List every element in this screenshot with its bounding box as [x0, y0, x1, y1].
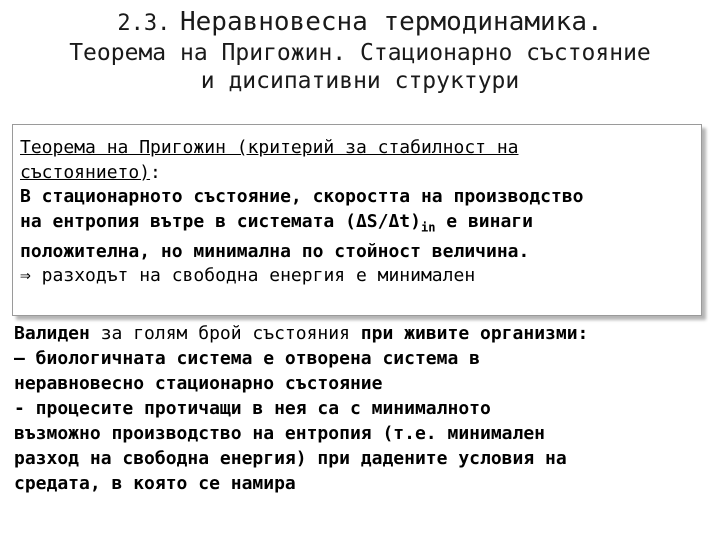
validity-text	[14, 321, 718, 496]
theorem-text	[20, 136, 710, 289]
theorem-line-4: ⇒ разходът на свободна енергия е минимален	[20, 265, 476, 287]
validity-line-7: средата, в която се намира	[14, 473, 296, 494]
theorem-heading-line-2: състоянието):	[20, 161, 161, 183]
title-line-2: Теорема на Пригожин. Стационарно състояние	[69, 39, 651, 66]
formula-subscript: in	[420, 220, 436, 235]
validity-line-6: разход на свободна енергия) при дадените условия на	[14, 448, 567, 469]
title-line-1: Неравновесна термодинамика.	[179, 7, 603, 37]
title-line-3: и дисипативни структури	[200, 68, 520, 95]
slide-title	[0, 6, 720, 96]
theorem-line-2: на ентропия вътре в системата $(\Delta S/\Delta t)_{in}$ е винаги	[20, 210, 533, 235]
validity-line-3: неравновесно стационарно състояние	[14, 373, 383, 394]
theorem-line-1: В стационарното състояние, скоростта на производство	[20, 186, 584, 207]
implies-arrow-icon: ⇒	[20, 265, 31, 287]
validity-line-1: Валиден за голям брой състояния при живите организми:	[14, 323, 589, 344]
section-number: 2.3.	[117, 11, 171, 36]
theorem-line-3: положителна, но минимална по стойност величина.	[20, 240, 530, 262]
entropy-formula: ΔS/Δt)	[355, 210, 421, 232]
validity-line-5: възможно производство на ентропия (т.е. минимален	[14, 423, 546, 444]
theorem-heading-line-1: Теорема на Пригожин (критерий за стабилност на	[20, 137, 519, 158]
validity-line-4: - процесите протичащи в нея са с минималното	[14, 398, 491, 419]
validity-line-2: – биологичната система е отворена система в	[14, 348, 480, 369]
